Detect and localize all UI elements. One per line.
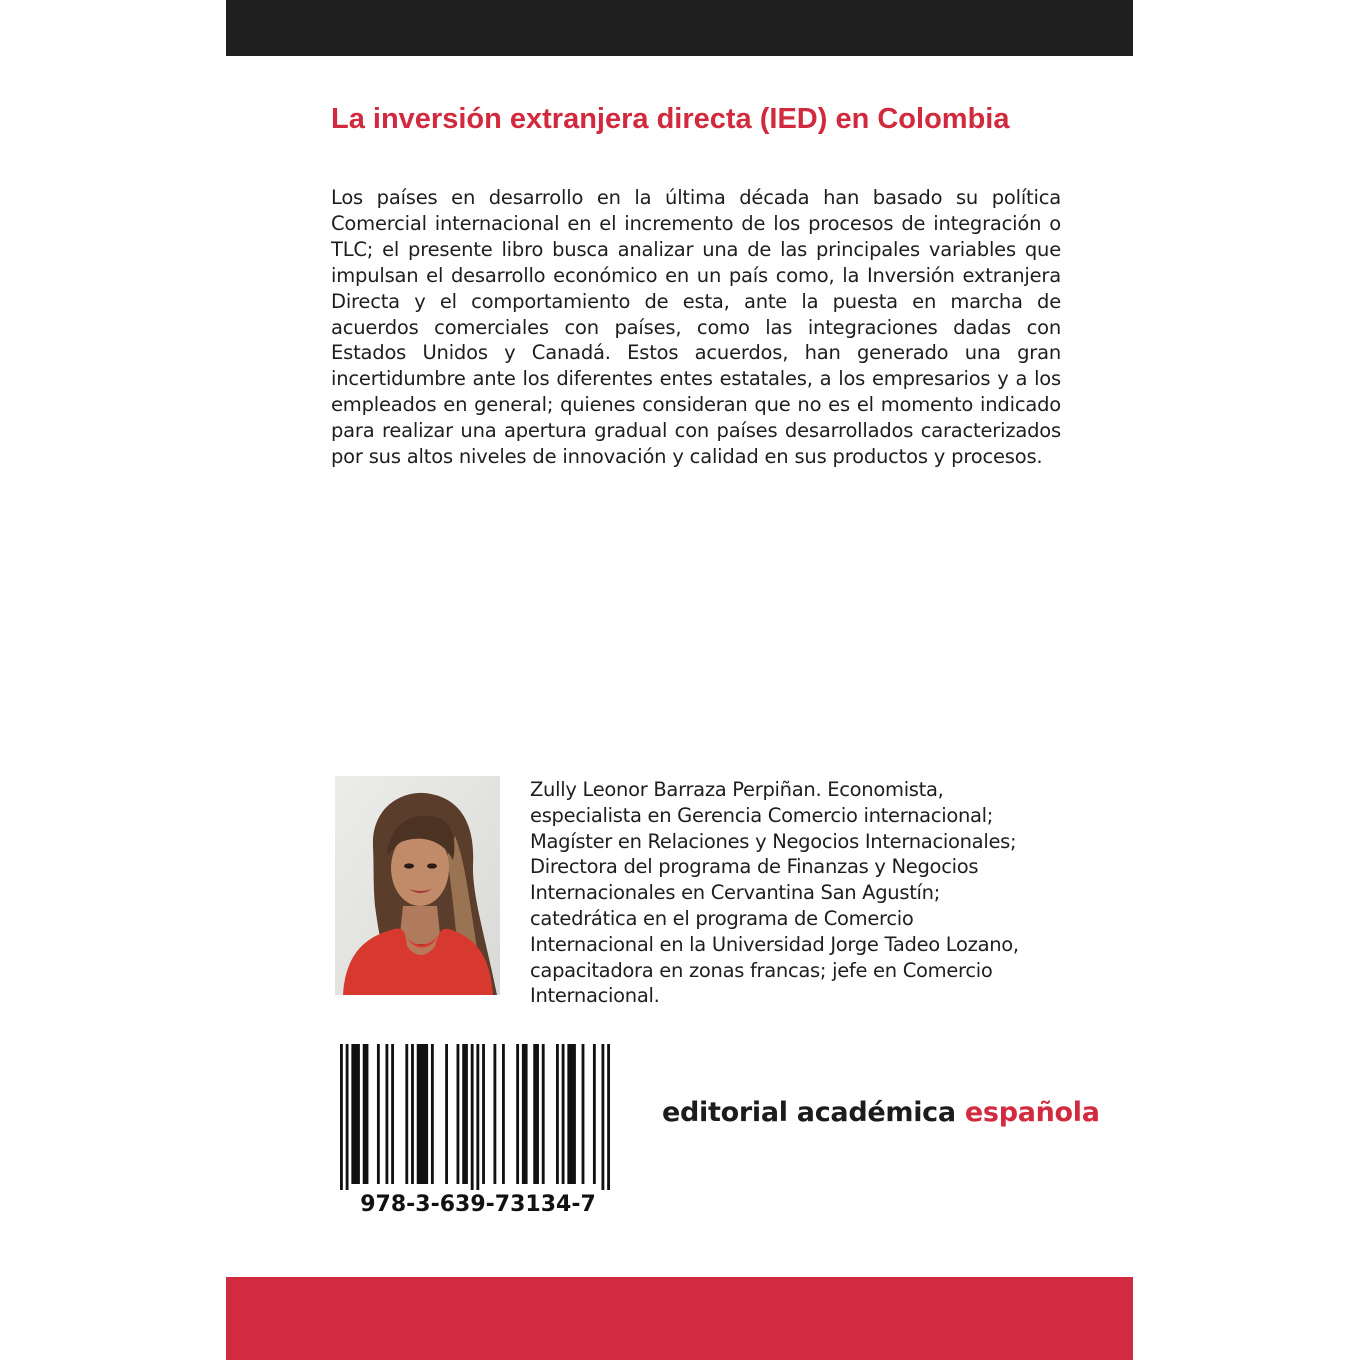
barcode-bar [607,1044,610,1190]
barcode-bar [502,1044,505,1184]
barcode-bar [431,1044,434,1184]
barcode-bar [542,1044,545,1184]
author-bio-line: Internacionales en Cervantina San Agustín; [530,881,941,905]
barcode-bar [417,1044,428,1184]
author-photo [335,776,500,995]
author-portrait-image [335,776,500,995]
isbn-number: 978-3-639-73134-7 [360,1192,596,1217]
publisher-logo [662,1095,1100,1131]
barcode-bar [351,1044,360,1184]
barcode-bar [445,1044,448,1184]
author-bio-line: capacitadora en zonas francas; jefe en Comercio [530,958,993,982]
book-title: La inversión extranjera directa (IED) en Colombia [331,103,1010,135]
barcode-bar [601,1044,604,1190]
barcode-bar [340,1044,343,1190]
book-back-cover [226,0,1133,1360]
publisher-name-accent: española [964,1097,1100,1128]
barcode-bar [522,1044,528,1184]
barcode-bar [391,1044,394,1184]
barcode-bar [405,1044,408,1184]
author-bio-line: Magíster en Relaciones y Negocios Internacionales; [530,829,1017,853]
publisher-name: editorial académica [662,1097,965,1128]
top-band [226,0,1133,56]
author-bio-line: catedrática en el programa de Comercio [530,906,914,930]
barcode-bar [471,1044,474,1190]
barcode-bar [516,1044,519,1184]
author-bio-line: Directora del programa de Finanzas y Negocios [530,855,979,879]
author-bio-line: Zully Leonor Barraza Perpiñan. Economista, [530,778,944,801]
barcode-bar [462,1044,468,1184]
author-bio-line: Internacional. [530,984,660,1008]
barcode-bar [493,1044,496,1184]
barcode-bar [476,1044,479,1190]
book-synopsis: Los países en desarrollo en la última década han basado su política Comercial internacional en el incremento de los procesos de integración o TLC; el presente libro busca analizar una de las principales variables que impulsan el desarrollo económico en un país como, la Inversión extranjera Directa y el comportamiento de esta, ante la puesta en marcha de acuerdos comerciales con países, como las integraciones dadas con Estados Unidos y Canadá. Estos acuerdos, han generado una gran incertidumbre ante los diferentes entes estatales, a los empresarios y a los empleados en general; quienes consideran que no es el momento indicado para realizar una apertura gradual con países desarrollados caracterizados por sus altos niveles de innovación y calidad en sus productos y procesos. [331,186,1061,469]
barcode-bar [411,1044,414,1184]
author-bio-line: especialista en Gerencia Comercio internacional; [530,803,994,827]
barcode-bar [482,1044,485,1184]
barcode-bar [533,1044,539,1184]
barcode-bar [377,1044,380,1184]
barcode-bar [582,1044,585,1184]
author-bio-line: Internacional en la Universidad Jorge Tadeo Lozano, [530,932,1019,956]
author-bio [530,777,1070,1009]
barcode-bar [363,1044,369,1184]
barcode-bar [457,1044,460,1184]
bottom-band [226,1277,1133,1360]
barcode-bar [556,1044,559,1184]
barcode-bar [346,1044,349,1190]
barcode-bar [567,1044,576,1184]
barcode-bar [593,1044,596,1184]
barcode-bar [385,1044,388,1184]
barcode-bar [562,1044,565,1184]
isbn-barcode [340,1040,610,1190]
